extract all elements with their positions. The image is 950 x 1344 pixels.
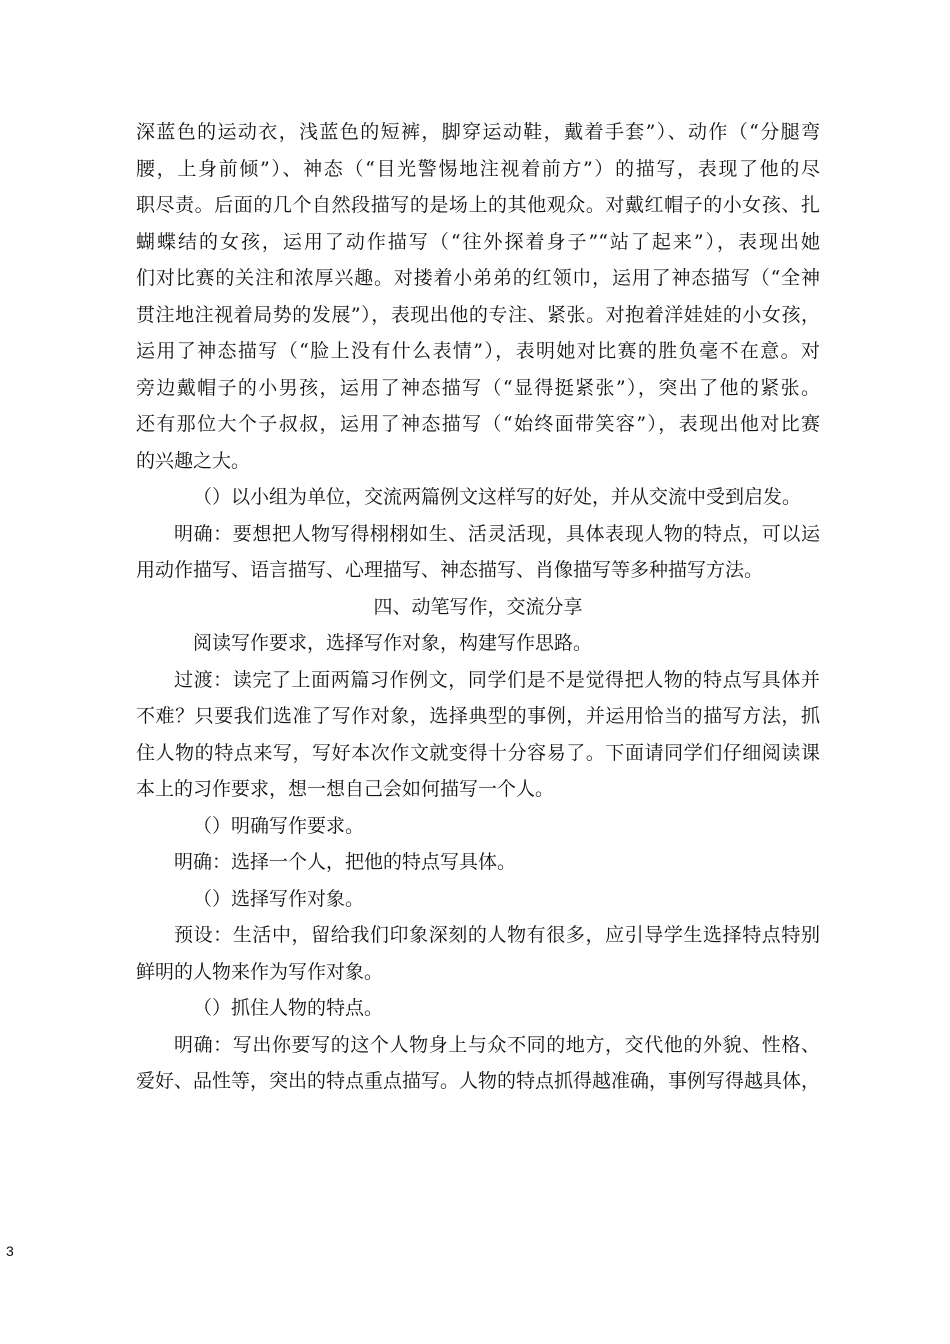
text-line: 明确：选择一个人，把他的特点写具体。 [174,851,517,873]
text-line: 鲜明的人物来作为写作对象。 [136,960,384,983]
text-line: 过渡：读完了上面两篇习作例文，同学们是不是觉得把人物的特点写具体并 [174,668,820,691]
text-line: 不难？只要我们选准了写作对象，选择典型的事例，并运用恰当的描写方法，抓 [136,705,820,727]
text-line: 用动作描写、语言描写、心理描写、神态描写、肖像描写等多种描写方法。 [136,559,764,581]
text-line: 预设：生活中，留给我们印象深刻的人物有很多，应引导学生选择特点特别 [174,924,820,946]
text-line: 住人物的特点来写，写好本次作文就变得十分容易了。下面请同学们仔细阅读课 [136,741,820,764]
section-heading: 四、动笔写作，交流分享 [373,595,583,618]
text-line: 腰，上身前倾”）、神态（“目光警惕地注视着前方”）的描写，表现了他的尽 [136,157,820,180]
text-line: 蝴蝶结的女孩，运用了动作描写（“往外探着身子”“站了起来”），表现出她 [136,230,820,253]
text-line: 阅读写作要求，选择写作对象，构建写作思路。 [193,632,593,654]
text-line: 深蓝色的运动衣，浅蓝色的短裤，脚穿运动鞋，戴着手套”）、动作（“分腿弯 [136,121,820,143]
text-line: （）选择写作对象。 [193,887,365,910]
text-line: 还有那位大个子叔叔，运用了神态描写（“始终面带笑容”），表现出他对比赛 [136,413,820,435]
text-line: 贯注地注视着局势的发展”），表现出他的专注、紧张。对抱着洋娃娃的小女孩， [136,303,820,326]
text-line: 明确：要想把人物写得栩栩如生、活灵活现，具体表现人物的特点，可以运 [174,522,820,545]
text-line: 旁边戴帽子的小男孩，运用了神态描写（“显得挺紧张”），突出了他的紧张。 [136,376,820,399]
text-line: 职尽责。后面的几个自然段描写的是场上的其他观众。对戴红帽子的小女孩、扎 [136,194,820,216]
text-line: （）以小组为单位，交流两篇例文这样写的好处，并从交流中受到启发。 [193,486,802,508]
document-body [136,114,820,1100]
text-line: 运用了神态描写（“脸上没有什么表情”），表明她对比赛的胜负毫不在意。对 [136,340,820,362]
text-line: （）抓住人物的特点。 [193,997,384,1019]
text-line: 的兴趣之大。 [136,449,251,472]
text-line: 明确：写出你要写的这个人物身上与众不同的地方，交代他的外貌、性格、 [174,1033,820,1056]
text-line: 本上的习作要求，想一想自己会如何描写一个人。 [136,778,555,800]
page-number: 3 [6,1243,14,1259]
text-line: （）明确写作要求。 [193,814,365,837]
text-line: 们对比赛的关注和浓厚兴趣。对搂着小弟弟的红领巾，运用了神态描写（“全神 [136,267,820,289]
text-line: 爱好、品性等，突出的特点重点描写。人物的特点抓得越准确，事例写得越具体， [136,1070,820,1092]
